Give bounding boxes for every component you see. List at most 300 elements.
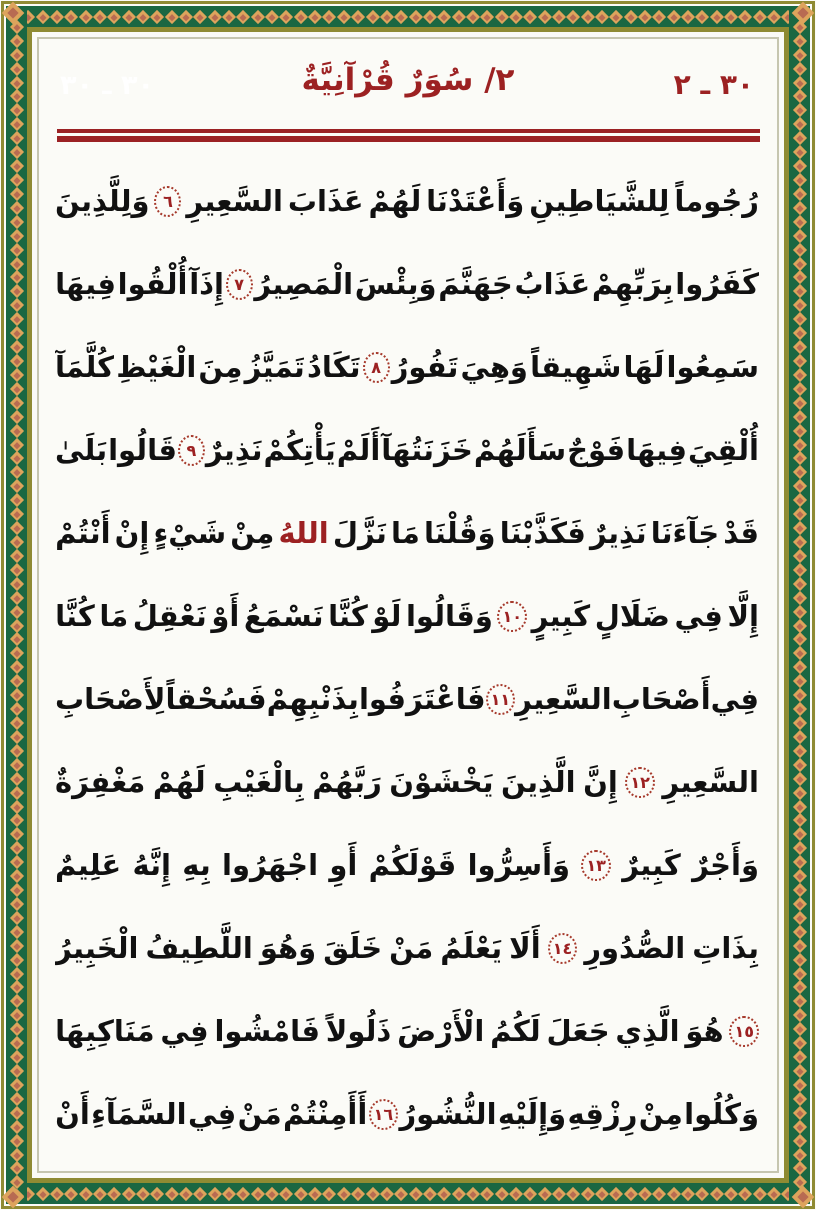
diamond-motif-icon (792, 354, 806, 368)
diamond-motif-icon (738, 1186, 752, 1200)
diamond-motif-icon (9, 243, 23, 257)
diamond-motif-icon (9, 382, 23, 396)
word: لَوْ (372, 599, 402, 633)
diamond-motif-icon (351, 1186, 365, 1200)
ornament-band-top (6, 6, 810, 27)
diamond-motif-icon (9, 1134, 23, 1148)
word: أَنْتُمْ (55, 516, 111, 550)
word: اللَّطِيفُ (145, 931, 253, 965)
word: سَأَلَهُمْ (473, 433, 567, 467)
word: أَأَمِنْتُمْ (283, 1097, 368, 1131)
diamond-motif-icon (193, 1186, 207, 1200)
diamond-motif-icon (652, 1186, 666, 1200)
word: نَزَّلَ (332, 516, 387, 550)
diamond-motif-icon (792, 869, 806, 883)
word: اجْهَرُوا (222, 848, 319, 882)
diamond-motif-icon (294, 9, 308, 23)
text-line (55, 907, 759, 990)
diamond-motif-icon (538, 9, 552, 23)
diamond-motif-icon (9, 368, 23, 382)
word: إِنَّهُ (132, 848, 171, 882)
word: رِزْقِهِ (567, 1097, 638, 1131)
word: وَقُلْنَا (424, 516, 496, 550)
diamond-motif-icon (792, 243, 806, 257)
word: كُنَّا (328, 599, 368, 633)
diamond-motif-icon (624, 1186, 638, 1200)
word: الْغَيْظِ (116, 350, 197, 384)
word: سَمِعُوا (666, 350, 759, 384)
word: فَكَذَّبْنَا (499, 516, 586, 550)
diamond-motif-icon (9, 396, 23, 410)
text-line (55, 575, 759, 658)
word: بِهِ (182, 848, 211, 882)
diamond-motif-icon (9, 980, 23, 994)
word: مَنْ (389, 931, 434, 965)
diamond-motif-icon (9, 646, 23, 660)
word: لِلشَّيَاطِينِ (529, 184, 670, 218)
diamond-motif-icon (495, 1186, 509, 1200)
diamond-motif-icon (394, 9, 408, 23)
word: وَأَعْتَدْنَا (426, 184, 525, 218)
diamond-motif-icon (792, 563, 806, 577)
ornament-band-right (789, 6, 810, 1204)
diamond-motif-icon (738, 9, 752, 23)
diamond-motif-icon (9, 939, 23, 953)
word: الْمَصِيرُ (254, 267, 354, 301)
diamond-motif-icon (9, 201, 23, 215)
diamond-motif-icon (792, 911, 806, 925)
diamond-motif-icon (9, 841, 23, 855)
diamond-motif-icon (792, 994, 806, 1008)
diamond-motif-icon (792, 424, 806, 438)
diamond-motif-icon (792, 1022, 806, 1036)
divider-line-top (57, 129, 760, 133)
word: السَّمَآءِ (91, 1097, 187, 1131)
diamond-motif-icon (222, 9, 236, 23)
diamond-motif-icon (452, 1186, 466, 1200)
verse-number-badge: ٧ (226, 269, 253, 300)
diamond-motif-icon (236, 9, 250, 23)
diamond-motif-icon (792, 786, 806, 800)
diamond-motif-icon (9, 159, 23, 173)
diamond-motif-icon (9, 493, 23, 507)
diamond-motif-icon (792, 855, 806, 869)
word: عَذَابَ (287, 184, 364, 218)
diamond-motif-icon (792, 312, 806, 326)
diamond-motif-icon (792, 270, 806, 284)
diamond-motif-icon (380, 1186, 394, 1200)
diamond-motif-icon (792, 702, 806, 716)
diamond-motif-icon (495, 9, 509, 23)
word: الَّذِي (615, 1014, 680, 1048)
diamond-motif-icon (792, 48, 806, 62)
diamond-motif-icon (365, 9, 379, 23)
diamond-motif-icon (423, 1186, 437, 1200)
quran-lines (55, 160, 759, 1156)
word: لَهُمْ (368, 184, 422, 218)
word: تَفُورُ (391, 350, 459, 384)
word: ذَلُولاً (325, 1014, 392, 1048)
diamond-motif-icon (9, 772, 23, 786)
diamond-motif-icon (710, 1186, 724, 1200)
diamond-motif-icon (792, 980, 806, 994)
diamond-motif-icon (792, 382, 806, 396)
word: بِرَبِّهِمْ (591, 267, 674, 301)
diamond-motif-icon (9, 479, 23, 493)
word: مِنْ (230, 516, 275, 550)
word: نَعْقِلُ (132, 599, 207, 633)
diamond-motif-icon (279, 1186, 293, 1200)
diamond-motif-icon (9, 786, 23, 800)
verse-number-badge: ١٤ (548, 933, 578, 964)
diamond-motif-icon (9, 326, 23, 340)
diamond-motif-icon (792, 1008, 806, 1022)
diamond-motif-icon (792, 493, 806, 507)
ornament-band-left (6, 6, 27, 1204)
diamond-motif-icon (609, 1186, 623, 1200)
diamond-motif-icon (9, 1161, 23, 1175)
word: مَنَاكِبِهَا (55, 1014, 155, 1048)
diamond-motif-icon (566, 1186, 580, 1200)
diamond-motif-icon (792, 298, 806, 312)
diamond-motif-icon (437, 1186, 451, 1200)
text-line (55, 409, 759, 492)
page-title: ٢/ سُوَرٌ قُرْآنِيَّةٌ (301, 62, 515, 98)
word: إِنَّ (583, 765, 618, 799)
diamond-motif-icon (792, 897, 806, 911)
word: مَا (391, 516, 420, 550)
diamond-motif-icon (792, 925, 806, 939)
word: وَكُلُوا (684, 1097, 759, 1131)
diamond-motif-icon (595, 9, 609, 23)
diamond-motif-icon (792, 605, 806, 619)
diamond-motif-icon (9, 897, 23, 911)
word: يَعْلَمُ (440, 931, 503, 965)
diamond-motif-icon (509, 1186, 523, 1200)
word: فَوْجٌ (567, 433, 626, 467)
diamond-motif-icon (9, 953, 23, 967)
verse-number-badge: ٨ (363, 352, 390, 383)
diamond-motif-icon (792, 340, 806, 354)
text-line (55, 160, 759, 243)
diamond-motif-icon (792, 660, 806, 674)
diamond-motif-icon (236, 1186, 250, 1200)
diamond-motif-icon (792, 827, 806, 841)
diamond-motif-icon (93, 9, 107, 23)
diamond-motif-icon (9, 215, 23, 229)
word: يَأْتِكُمْ (263, 433, 336, 467)
word: أَصْحَابِ (611, 682, 711, 716)
diamond-motif-icon (9, 1078, 23, 1092)
diamond-motif-icon (93, 1186, 107, 1200)
word: قَالُوا (108, 433, 177, 467)
diamond-motif-icon (36, 1186, 50, 1200)
diamond-motif-icon (9, 549, 23, 563)
word: قَوْلَكُمْ (368, 848, 457, 882)
word: أَلَا (509, 931, 541, 965)
diamond-motif-icon (9, 1120, 23, 1134)
word: مَغْفِرَةٌ (55, 765, 146, 799)
word: كَبِيرٍ (531, 599, 591, 633)
diamond-motif-icon (9, 131, 23, 145)
word: جَهَنَّمَ (438, 267, 513, 301)
diamond-motif-icon (792, 646, 806, 660)
word: عَلِيمٌ (55, 848, 122, 882)
diamond-motif-icon (9, 451, 23, 465)
word: بِذَنْبِهِمْ (266, 682, 359, 716)
word: رَبَّهُمْ (312, 765, 382, 799)
word: لَهُمْ (152, 765, 206, 799)
word: لَكُمُ (490, 1014, 541, 1048)
diamond-motif-icon (792, 939, 806, 953)
diamond-motif-icon (251, 1186, 265, 1200)
diamond-motif-icon (208, 9, 222, 23)
diamond-motif-icon (9, 535, 23, 549)
diamond-motif-icon (50, 1186, 64, 1200)
diamond-motif-icon (595, 1186, 609, 1200)
diamond-motif-icon (792, 1134, 806, 1148)
diamond-motif-icon (294, 1186, 308, 1200)
diamond-motif-icon (437, 9, 451, 23)
word: السَّعِيرِ (662, 765, 759, 799)
diamond-motif-icon (322, 9, 336, 23)
diamond-motif-icon (193, 9, 207, 23)
word: الَّذِينَ (501, 765, 576, 799)
diamond-motif-icon (279, 9, 293, 23)
diamond-motif-icon (792, 410, 806, 424)
diamond-motif-icon (792, 145, 806, 159)
diamond-motif-icon (792, 521, 806, 535)
diamond-motif-icon (792, 117, 806, 131)
diamond-motif-icon (408, 9, 422, 23)
diamond-motif-icon (9, 855, 23, 869)
word: فِي (710, 682, 759, 716)
text-line (55, 492, 759, 575)
word: عَذَابُ (514, 267, 591, 301)
diamond-motif-icon (394, 1186, 408, 1200)
diamond-motif-icon (724, 9, 738, 23)
word: أَوِ (329, 848, 358, 882)
word: مَنْ (237, 1097, 282, 1131)
text-line (55, 990, 759, 1073)
word: أَلَمْ (336, 433, 381, 467)
text-line (55, 741, 759, 824)
word: أَوْ (211, 599, 240, 633)
diamond-motif-icon (792, 34, 806, 48)
diamond-motif-icon (9, 744, 23, 758)
word: مِنَ (198, 350, 243, 384)
diamond-motif-icon (9, 1036, 23, 1050)
diamond-motif-icon (9, 173, 23, 187)
diamond-motif-icon (9, 730, 23, 744)
word: كُلَّمَآ (55, 350, 115, 384)
diamond-motif-icon (792, 730, 806, 744)
diamond-motif-icon (792, 465, 806, 479)
diamond-motif-icon (337, 9, 351, 23)
diamond-motif-icon (9, 340, 23, 354)
diamond-motif-icon (107, 9, 121, 23)
diamond-motif-icon (122, 9, 136, 23)
diamond-motif-icon (638, 9, 652, 23)
word: مِنْ (638, 1097, 683, 1131)
word: نَذِيرٌ (590, 516, 647, 550)
diamond-motif-icon (792, 507, 806, 521)
diamond-motif-icon (792, 549, 806, 563)
diamond-motif-icon (50, 9, 64, 23)
word: فَاعْتَرَفُوا (358, 682, 486, 716)
word: لِأَصْحَابِ (55, 682, 166, 716)
diamond-motif-icon (792, 744, 806, 758)
word: أَنْ (55, 1097, 90, 1131)
diamond-motif-icon (9, 1064, 23, 1078)
diamond-motif-icon (767, 1186, 781, 1200)
verse-number-badge: ١١ (486, 684, 516, 715)
diamond-motif-icon (452, 9, 466, 23)
word: بِالْغَيْبِ (213, 765, 305, 799)
header-divider (57, 129, 760, 142)
diamond-motif-icon (351, 9, 365, 23)
diamond-motif-icon (222, 1186, 236, 1200)
diamond-motif-icon (308, 9, 322, 23)
diamond-motif-icon (792, 229, 806, 243)
word: رُجُوماً (674, 184, 759, 218)
diamond-motif-icon (423, 9, 437, 23)
diamond-motif-icon (265, 1186, 279, 1200)
word: الْخَبِيرُ (55, 931, 139, 965)
diamond-motif-icon (408, 1186, 422, 1200)
diamond-motif-icon (9, 688, 23, 702)
diamond-motif-icon (9, 465, 23, 479)
diamond-motif-icon (792, 103, 806, 117)
word: وَإِلَيْهِ (497, 1097, 567, 1131)
word: شَيْءٍ (153, 516, 227, 550)
diamond-motif-icon (792, 1161, 806, 1175)
diamond-motif-icon (64, 9, 78, 23)
diamond-motif-icon (9, 187, 23, 201)
verse-number-badge: ١٥ (729, 1016, 759, 1047)
verse-number-badge: ١٣ (581, 850, 611, 881)
word: كَبِيرٌ (622, 848, 681, 882)
diamond-motif-icon (792, 883, 806, 897)
word: كَفَرُوا (675, 267, 759, 301)
diamond-motif-icon (792, 1092, 806, 1106)
word: النُّشُورُ (399, 1097, 497, 1131)
word: ضَلَالٍ (594, 599, 670, 633)
diamond-motif-icon (265, 9, 279, 23)
diamond-motif-icon (724, 1186, 738, 1200)
diamond-motif-icon (150, 9, 164, 23)
word: وَأَجْرٌ (692, 848, 759, 882)
diamond-motif-icon (792, 758, 806, 772)
verse-number-badge: ٦ (154, 186, 181, 217)
word: فَسُحْقاً (165, 682, 267, 716)
diamond-motif-icon (509, 9, 523, 23)
verse-number-badge: ١٢ (625, 767, 655, 798)
diamond-motif-icon (9, 354, 23, 368)
diamond-motif-icon (136, 9, 150, 23)
word: هُوَ (685, 1014, 724, 1048)
diamond-motif-icon (9, 284, 23, 298)
word: إِذَآ (189, 267, 224, 301)
diamond-motif-icon (681, 1186, 695, 1200)
diamond-motif-icon (9, 660, 23, 674)
diamond-motif-icon (365, 1186, 379, 1200)
diamond-motif-icon (792, 187, 806, 201)
diamond-motif-icon (667, 9, 681, 23)
word: خَلَقَ (323, 931, 383, 965)
diamond-motif-icon (581, 9, 595, 23)
word: فِي (160, 1014, 209, 1048)
word: نَذِيرٌ (205, 433, 263, 467)
diamond-motif-icon (9, 117, 23, 131)
diamond-motif-icon (792, 131, 806, 145)
text-line (55, 824, 759, 907)
diamond-motif-icon (9, 813, 23, 827)
diamond-motif-icon (9, 674, 23, 688)
word: أُلْقُوا (117, 267, 188, 301)
diamond-motif-icon (136, 1186, 150, 1200)
diamond-motif-icon (792, 813, 806, 827)
diamond-motif-icon (792, 173, 806, 187)
page-number: ٣٠ ـ ٢ (673, 68, 754, 101)
diamond-motif-icon (165, 1186, 179, 1200)
diamond-motif-icon (36, 9, 50, 23)
diamond-motif-icon (667, 1186, 681, 1200)
word: جَآءَنَا (650, 516, 720, 550)
diamond-motif-icon (9, 1050, 23, 1064)
diamond-motif-icon (792, 326, 806, 340)
word: يَخْشَوْنَ (389, 765, 494, 799)
word: وَقَالُوا (405, 599, 493, 633)
diamond-motif-icon (9, 563, 23, 577)
diamond-motif-icon (523, 1186, 537, 1200)
diamond-motif-icon (9, 883, 23, 897)
word: فِيهَا (626, 433, 687, 467)
diamond-motif-icon (9, 758, 23, 772)
diamond-motif-icon (107, 1186, 121, 1200)
diamond-motif-icon (9, 507, 23, 521)
diamond-motif-icon (122, 1186, 136, 1200)
diamond-motif-icon (9, 34, 23, 48)
diamond-motif-icon (9, 145, 23, 159)
verse-number-badge: ١٠ (497, 601, 527, 632)
word-allah: اللهُ (278, 516, 329, 550)
diamond-motif-icon (179, 1186, 193, 1200)
diamond-motif-icon (9, 521, 23, 535)
text-line (55, 326, 759, 409)
diamond-motif-icon (792, 674, 806, 688)
diamond-motif-icon (792, 201, 806, 215)
diamond-motif-icon (792, 1036, 806, 1050)
word: تَمَيَّزُ (244, 350, 305, 384)
diamond-motif-icon (792, 841, 806, 855)
diamond-motif-icon (538, 1186, 552, 1200)
diamond-motif-icon (322, 1186, 336, 1200)
diamond-motif-icon (64, 1186, 78, 1200)
text-line (55, 658, 759, 741)
diamond-motif-icon (9, 424, 23, 438)
diamond-motif-icon (165, 9, 179, 23)
word: نَسْمَعُ (243, 599, 324, 633)
diamond-motif-icon (251, 9, 265, 23)
word: فِي (674, 599, 723, 633)
diamond-motif-icon (9, 605, 23, 619)
diamond-motif-icon (792, 1064, 806, 1078)
diamond-motif-icon (566, 9, 580, 23)
diamond-motif-icon (753, 9, 767, 23)
word: لَهَا (623, 350, 665, 384)
diamond-motif-icon (792, 953, 806, 967)
